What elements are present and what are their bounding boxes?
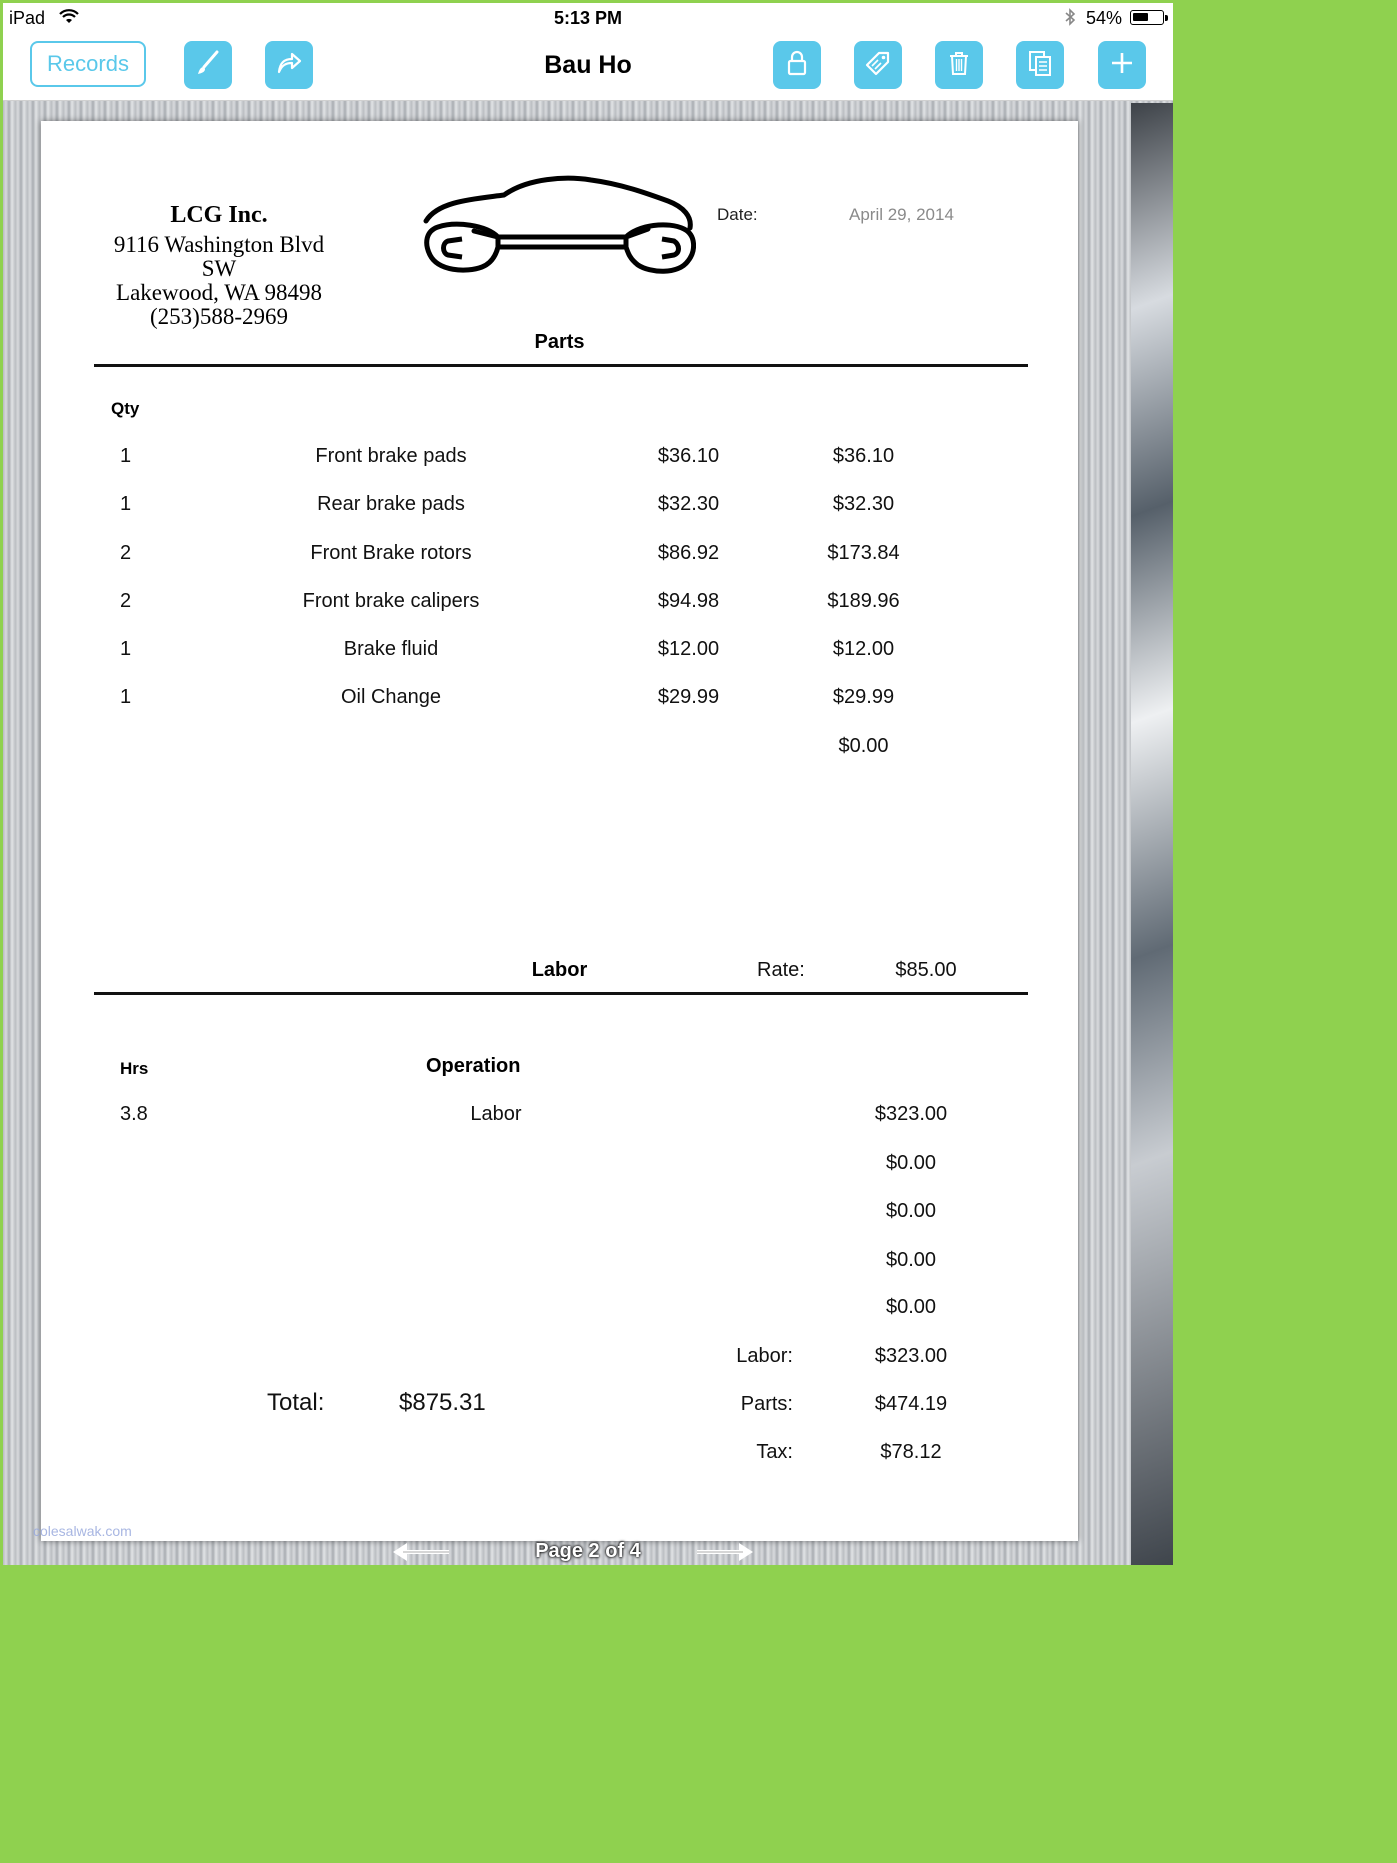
part-description[interactable]: Front brake calipers [302, 590, 480, 612]
bluetooth-icon [1063, 8, 1077, 31]
part-description[interactable]: Brake fluid [343, 638, 439, 660]
part-description[interactable]: Oil Change [340, 686, 442, 708]
invoice-page [41, 121, 1078, 1541]
watermark: colesalwak.com [33, 1523, 132, 1539]
labor-heading: Labor [531, 959, 588, 981]
grand-total: $875.31 [399, 1389, 486, 1416]
trash-button[interactable] [935, 41, 983, 89]
qty-header: Qty [111, 399, 140, 418]
toolbar [3, 33, 1173, 101]
app-frame [3, 3, 1173, 1565]
part-description[interactable]: Front Brake rotors [310, 542, 472, 564]
parts-divider [94, 364, 1028, 367]
status-bar [3, 3, 1173, 33]
page-indicator: Page 2 of 4 [535, 1540, 641, 1562]
copy-icon [1025, 48, 1055, 83]
part-line-total: $173.84 [827, 542, 900, 564]
company-address-line2: Lakewood, WA 98498 [116, 280, 322, 305]
labor-total: $323.00 [874, 1345, 948, 1367]
parts-total: $474.19 [874, 1393, 948, 1415]
battery-cap [1165, 15, 1168, 21]
car-wrench-logo-icon [416, 171, 696, 296]
trash-icon [944, 48, 974, 83]
parts-total-label: Parts: [740, 1393, 793, 1415]
background-photo [1131, 103, 1173, 1565]
company-address-line1: 9116 Washington Blvd SW [113, 232, 325, 281]
tag-button[interactable] [854, 41, 902, 89]
labor-operation[interactable]: Labor [470, 1103, 522, 1125]
operation-header: Operation [426, 1055, 521, 1077]
lock-button[interactable] [773, 41, 821, 89]
battery-icon [1130, 10, 1164, 25]
labor-total-label: Labor: [736, 1345, 793, 1367]
part-qty[interactable]: 1 [120, 493, 132, 515]
lock-icon [782, 48, 812, 83]
part-description[interactable]: Front brake pads [315, 445, 467, 467]
part-unit-price[interactable]: $29.99 [657, 686, 720, 708]
tax-label: Tax: [756, 1441, 793, 1463]
part-unit-price[interactable]: $36.10 [657, 445, 720, 467]
part-qty[interactable]: 1 [120, 686, 132, 708]
page-title: Bau Ho [544, 51, 632, 79]
labor-amount: $0.00 [885, 1200, 937, 1222]
next-page-button[interactable] [695, 1539, 757, 1565]
labor-amount: $0.00 [885, 1249, 937, 1271]
parts-heading: Parts [534, 331, 585, 353]
part-unit-price[interactable]: $32.30 [657, 493, 720, 515]
part-unit-price[interactable]: $12.00 [657, 638, 720, 660]
part-description[interactable]: Rear brake pads [317, 493, 465, 515]
clock: 5:13 PM [553, 8, 623, 28]
part-line-total: $12.00 [832, 638, 895, 660]
carrier-label: iPad [9, 8, 46, 28]
add-button[interactable] [1098, 41, 1146, 89]
labor-amount: $0.00 [885, 1296, 937, 1318]
part-line-total: $36.10 [832, 445, 895, 467]
company-phone: (253)588-2969 [150, 304, 288, 329]
part-qty[interactable]: 1 [120, 445, 132, 467]
part-line-total: $29.99 [832, 686, 895, 708]
battery-percent: 54% [1086, 8, 1123, 28]
battery-level-fill [1133, 13, 1148, 21]
rate-label: Rate: [757, 959, 805, 981]
labor-amount: $323.00 [874, 1103, 948, 1125]
date-label: Date: [717, 205, 758, 224]
tag-icon [863, 48, 893, 83]
part-line-total: $189.96 [827, 590, 900, 612]
copy-button[interactable] [1016, 41, 1064, 89]
hrs-header: Hrs [120, 1059, 149, 1078]
labor-amount: $0.00 [885, 1152, 937, 1174]
part-qty[interactable]: 2 [120, 590, 132, 612]
records-button[interactable]: Records [30, 41, 146, 87]
company-block [111, 203, 327, 329]
part-qty[interactable]: 1 [120, 638, 132, 660]
tax-amount[interactable]: $78.12 [880, 1441, 942, 1463]
labor-hours[interactable]: 3.8 [120, 1103, 148, 1125]
company-name: LCG Inc. [170, 202, 268, 228]
part-qty[interactable]: 2 [120, 542, 132, 564]
date-field[interactable]: April 29, 2014 [849, 205, 954, 224]
labor-divider [94, 992, 1028, 995]
plus-icon [1107, 48, 1137, 83]
part-unit-price[interactable]: $86.92 [657, 542, 720, 564]
part-line-total: $0.00 [838, 735, 889, 757]
part-line-total: $32.30 [832, 493, 895, 515]
part-unit-price[interactable]: $94.98 [657, 590, 720, 612]
rate-field[interactable]: $85.00 [895, 959, 957, 981]
grand-total-label: Total: [267, 1389, 325, 1416]
